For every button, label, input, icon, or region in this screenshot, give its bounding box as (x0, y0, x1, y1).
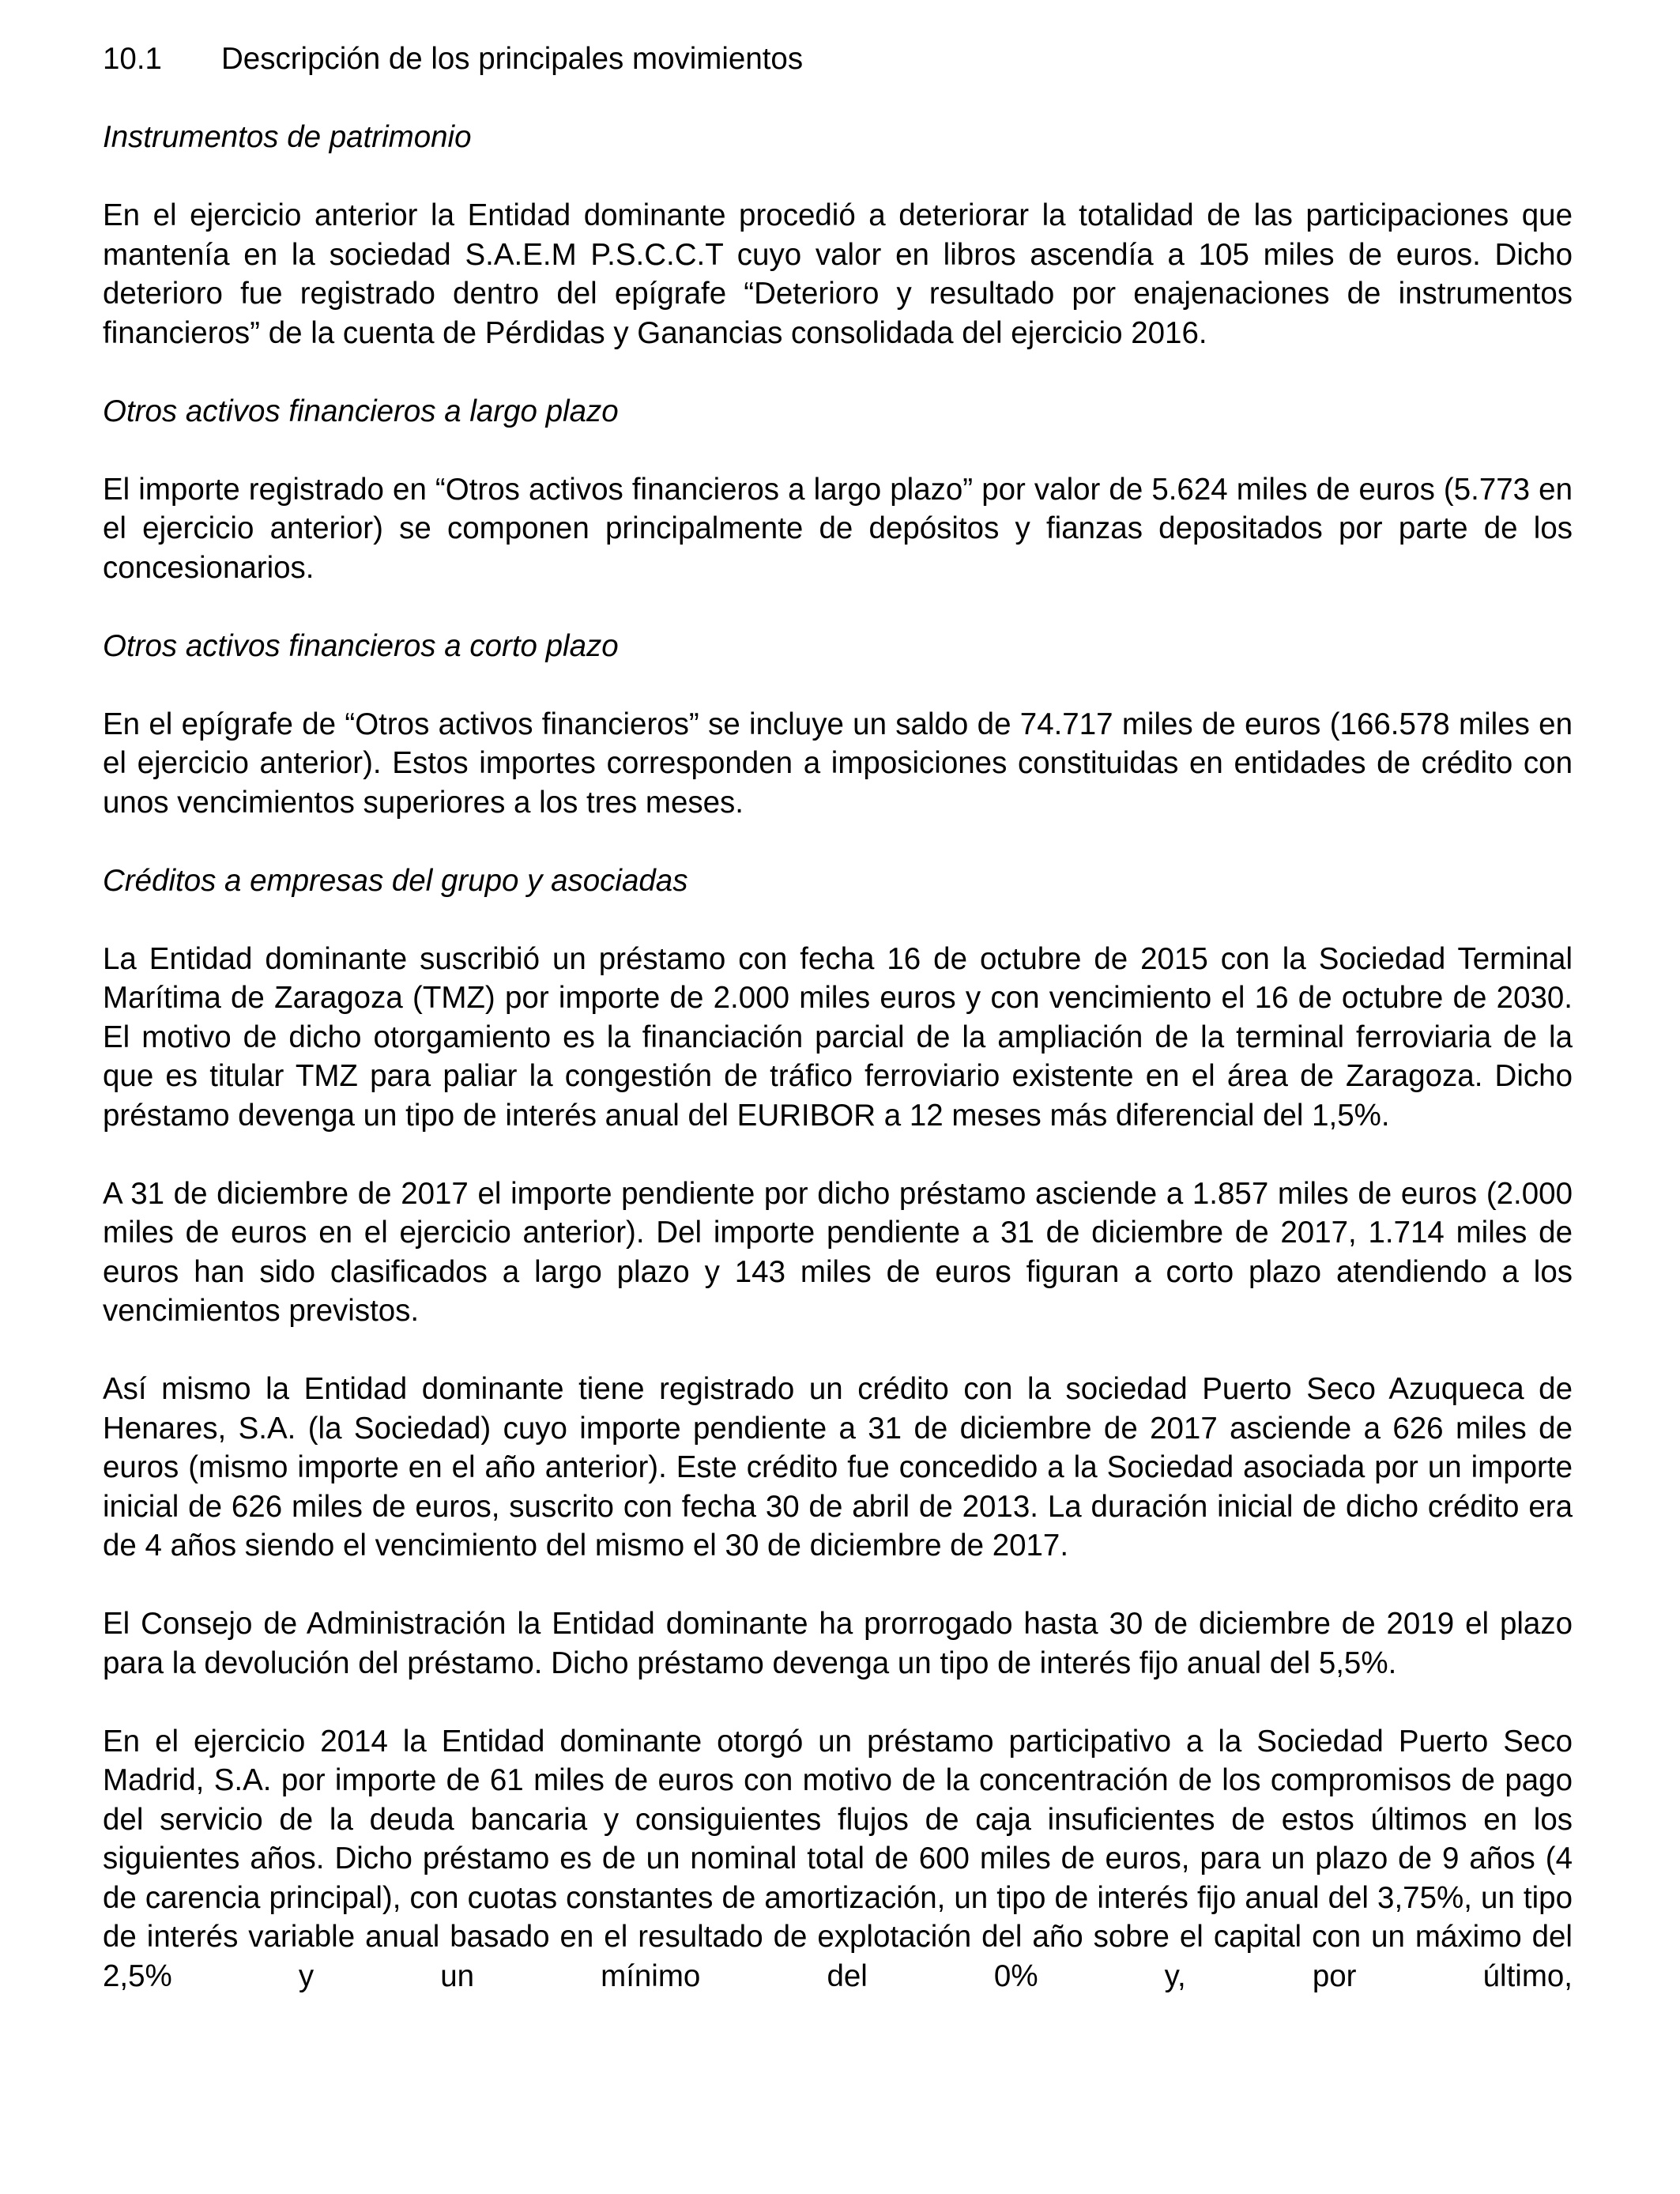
paragraph: Así mismo la Entidad dominante tiene registrado un crédito con la sociedad Puerto Seco Azuqueca de Henares, S.A. (la Sociedad) cuyo importe pendiente a 31 de diciembre de 2017 asciende a 626 miles de euros (mismo importe en el año anterior). Este crédito fue concedido a la Sociedad asociada por un importe inicial de 626 miles de euros, suscrito con fecha 30 de abril de 2013. La duración inicial de dicho crédito era de 4 años siendo el vencimiento del mismo el 30 de diciembre de 2017. (103, 1372, 1573, 1563)
paragraph: A 31 de diciembre de 2017 el importe pendiente por dicho préstamo asciende a 1.857 miles de euros (2.000 miles de euros en el ejercicio anterior). Del importe pendiente a 31 de diciembre de 2017, 1.714 miles de euros han sido clasificados a largo plazo y 143 miles de euros figuran a corto plazo atendiendo a los vencimientos previstos. (103, 1176, 1573, 1328)
paragraph: En el ejercicio anterior la Entidad dominante procedió a deteriorar la totalidad de las participaciones que mantenía en la sociedad S.A.E.M P.S.C.C.T cuyo valor en libros ascendía a 105 miles de euros. Dicho deterioro fue registrado dentro del epígrafe “Deterioro y resultado por enajenaciones de instrumentos financieros” de la cuenta de Pérdidas y Ganancias consolidada del ejercicio 2016. (103, 198, 1573, 350)
paragraph: El importe registrado en “Otros activos financieros a largo plazo” por valor de 5.624 miles de euros (5.773 en el ejercicio anterior) se componen principalmente de depósitos y fianzas depositados por parte de los concesionarios. (103, 472, 1573, 585)
subheading: Instrumentos de patrimonio (103, 120, 472, 154)
block-otros-activos-corto-plazo (103, 627, 1573, 823)
paragraph: En el epígrafe de “Otros activos financieros” se incluye un saldo de 74.717 miles de euros (166.578 miles en el ejercicio anterior). Estos importes corresponden a imposiciones constituidas en entidades de crédito con unos vencimientos superiores a los tres meses. (103, 707, 1573, 820)
subheading: Créditos a empresas del grupo y asociadas (103, 863, 688, 898)
paragraph: La Entidad dominante suscribió un préstamo con fecha 16 de octubre de 2015 con la Sociedad Terminal Marítima de Zaragoza (TMZ) por importe de 2.000 miles euros y con vencimiento el 16 de octubre de 2030. El motivo de dicho otorgamiento es la financiación parcial de la ampliación de la terminal ferroviaria de la que es titular TMZ para paliar la congestión de tráfico ferroviario existente en el área de Zaragoza. Dicho préstamo devenga un tipo de interés anual del EURIBOR a 12 meses más diferencial del 1,5%. (103, 941, 1573, 1133)
section-heading (103, 40, 1573, 79)
section-number: 10.1 (103, 42, 162, 76)
block-instrumentos-patrimonio (103, 118, 1573, 352)
block-otros-activos-largo-plazo (103, 392, 1573, 588)
document-page (103, 40, 1573, 1996)
paragraph: El Consejo de Administración la Entidad dominante ha prorrogado hasta 30 de diciembre de 2019 el plazo para la devolución del préstamo. Dicho préstamo devenga un tipo de interés fijo anual del 5,5%. (103, 1607, 1573, 1680)
subheading: Otros activos financieros a corto plazo (103, 628, 619, 663)
subheading: Otros activos financieros a largo plazo (103, 394, 619, 428)
paragraph: En el ejercicio 2014 la Entidad dominante otorgó un préstamo participativo a la Sociedad Puerto Seco Madrid, S.A. por importe de 61 miles de euros con motivo de la concentración de los compromisos de pago del servicio de la deuda bancaria y consiguientes flujos de caja insuficientes de estos últimos en los siguientes años. Dicho préstamo es de un nominal total de 600 miles de euros, para un plazo de 9 años (4 de carencia principal), con cuotas constantes de amortización, un tipo de interés fijo anual del 3,75%, un tipo de interés variable anual basado en el resultado de explotación del año sobre el capital con un máximo del 2,5% y un mínimo del 0% y, por último, (103, 1724, 1573, 1993)
block-creditos-empresas-grupo (103, 861, 1573, 1996)
section-title: Descripción de los principales movimientos (221, 42, 804, 76)
